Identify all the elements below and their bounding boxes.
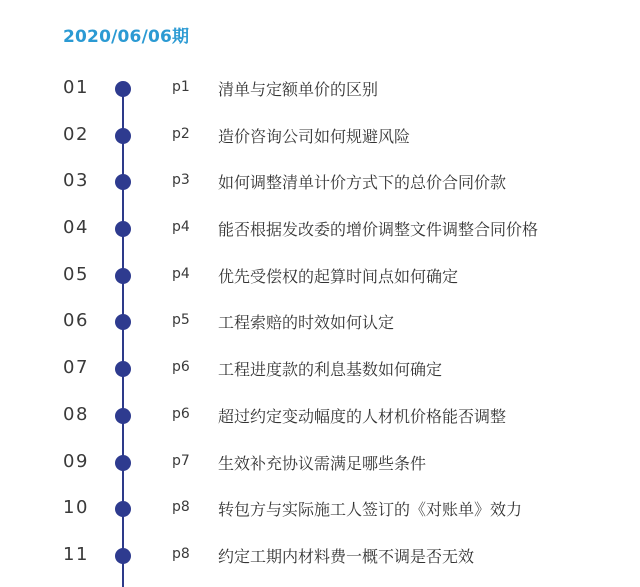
timeline-dot bbox=[115, 408, 131, 424]
timeline-dot bbox=[115, 268, 131, 284]
toc-row[interactable] bbox=[0, 252, 640, 299]
timeline-dot bbox=[115, 501, 131, 517]
item-number: 04 bbox=[63, 217, 89, 239]
item-title: 超过约定变动幅度的人材机价格能否调整 bbox=[218, 406, 507, 426]
item-number: 10 bbox=[63, 497, 89, 519]
toc-row[interactable] bbox=[0, 205, 640, 252]
toc-row[interactable] bbox=[0, 485, 640, 532]
page-ref: p1 bbox=[172, 79, 190, 95]
item-number: 11 bbox=[63, 543, 89, 565]
page-ref: p5 bbox=[172, 312, 190, 329]
timeline-dot bbox=[115, 548, 131, 564]
item-number: 02 bbox=[63, 123, 89, 145]
page-ref: p3 bbox=[172, 172, 190, 189]
item-title: 约定工期内材料费一概不调是否无效 bbox=[218, 546, 475, 566]
timeline-dot bbox=[115, 128, 131, 144]
item-title: 如何调整清单计价方式下的总价合同价款 bbox=[218, 173, 507, 193]
item-number: 09 bbox=[63, 450, 89, 472]
toc-row[interactable] bbox=[0, 392, 640, 439]
toc-row[interactable] bbox=[0, 345, 640, 392]
page-ref: p8 bbox=[172, 545, 190, 562]
timeline-dot bbox=[115, 81, 131, 97]
issue-title: 2020/06/06期 bbox=[63, 27, 190, 47]
page-ref: p7 bbox=[172, 452, 190, 469]
item-number: 07 bbox=[63, 357, 89, 379]
item-title: 工程进度款的利息基数如何确定 bbox=[218, 360, 443, 380]
item-number: 06 bbox=[63, 310, 89, 332]
timeline-dot bbox=[115, 361, 131, 377]
page-ref: p8 bbox=[172, 499, 190, 516]
item-title: 造价咨询公司如何规避风险 bbox=[218, 126, 411, 146]
toc-list bbox=[0, 65, 640, 579]
toc-row[interactable] bbox=[0, 112, 640, 159]
item-title: 优先受偿权的起算时间点如何确定 bbox=[218, 266, 459, 286]
toc-row[interactable] bbox=[0, 439, 640, 486]
item-title: 生效补充协议需满足哪些条件 bbox=[218, 453, 427, 473]
item-title: 工程索赔的时效如何认定 bbox=[218, 313, 395, 333]
page-ref: p4 bbox=[172, 265, 190, 282]
item-number: 08 bbox=[63, 403, 89, 425]
toc-row[interactable] bbox=[0, 532, 640, 579]
timeline-dot bbox=[115, 314, 131, 330]
page-ref: p6 bbox=[172, 405, 190, 422]
item-number: 01 bbox=[63, 77, 89, 98]
page-ref: p4 bbox=[172, 219, 190, 236]
toc-row[interactable] bbox=[0, 298, 640, 345]
timeline-dot bbox=[115, 174, 131, 190]
item-title: 转包方与实际施工人签订的《对账单》效力 bbox=[218, 500, 523, 520]
page-ref: p2 bbox=[172, 125, 190, 142]
page-ref: p6 bbox=[172, 359, 190, 376]
toc-row[interactable] bbox=[0, 158, 640, 205]
item-number: 03 bbox=[63, 170, 89, 192]
timeline-dot bbox=[115, 221, 131, 237]
item-number: 05 bbox=[63, 263, 89, 285]
item-title: 能否根据发改委的增价调整文件调整合同价格 bbox=[218, 220, 539, 240]
toc-row[interactable] bbox=[0, 65, 640, 112]
item-title: 清单与定额单价的区别 bbox=[218, 80, 379, 99]
timeline-dot bbox=[115, 455, 131, 471]
